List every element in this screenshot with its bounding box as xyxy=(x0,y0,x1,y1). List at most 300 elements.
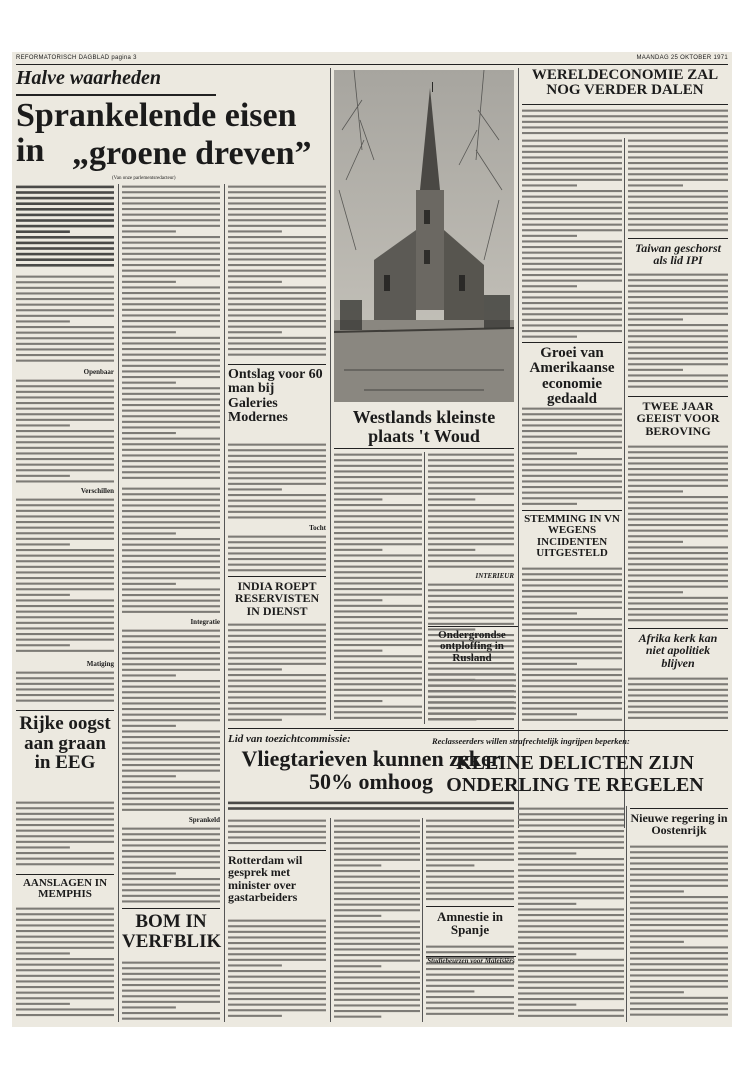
text-line xyxy=(628,168,728,170)
text-line xyxy=(228,511,326,513)
text-line xyxy=(122,973,220,975)
col2-text-a xyxy=(122,184,220,484)
text-line xyxy=(628,468,728,470)
text-lines xyxy=(16,378,114,486)
text-line xyxy=(122,326,220,328)
text-line xyxy=(16,919,114,921)
text-line xyxy=(630,857,728,859)
text-line xyxy=(518,970,624,972)
text-line xyxy=(522,584,622,586)
text-line xyxy=(228,455,326,457)
text-line xyxy=(16,326,114,328)
text-line xyxy=(522,607,622,609)
text-line xyxy=(16,694,114,696)
text-line xyxy=(122,538,220,540)
text-lines xyxy=(16,274,114,366)
text-line xyxy=(122,736,220,738)
text-lines xyxy=(16,800,114,872)
text-line xyxy=(122,770,220,772)
text-line xyxy=(628,541,683,543)
text-line xyxy=(122,594,220,596)
masthead-right: MAANDAG 25 OKTOBER 1971 xyxy=(636,55,728,61)
text-line xyxy=(122,878,220,880)
text-line xyxy=(522,229,622,231)
text-line xyxy=(228,558,326,560)
text-line xyxy=(228,541,326,543)
text-line xyxy=(522,503,577,505)
text-line xyxy=(16,276,114,278)
text-line xyxy=(334,554,422,556)
text-line xyxy=(628,717,728,719)
text-line xyxy=(628,513,728,515)
text-line xyxy=(518,897,624,899)
text-line xyxy=(428,690,516,692)
text-line xyxy=(16,219,114,222)
text-line xyxy=(428,487,514,489)
text-line xyxy=(16,521,114,523)
text-line xyxy=(122,719,220,721)
text-line xyxy=(122,376,220,378)
text-line xyxy=(122,370,220,372)
text-line xyxy=(228,1004,326,1006)
text-line xyxy=(228,970,326,972)
text-line xyxy=(122,663,220,665)
text-line xyxy=(518,914,624,916)
text-line xyxy=(426,853,514,855)
text-line xyxy=(228,242,326,244)
text-line xyxy=(16,543,70,545)
text-line xyxy=(518,858,624,860)
text-line xyxy=(522,646,622,648)
text-line xyxy=(122,697,220,699)
text-lines xyxy=(428,452,514,570)
text-line xyxy=(122,962,220,964)
text-line xyxy=(16,424,70,426)
text-line xyxy=(522,263,622,265)
text-line xyxy=(122,426,220,428)
text-line xyxy=(628,446,728,448)
text-line xyxy=(16,846,70,848)
text-line xyxy=(16,458,114,460)
india-text xyxy=(228,622,326,724)
text-line xyxy=(334,982,420,984)
text-line xyxy=(228,292,326,294)
text-line xyxy=(630,941,684,943)
text-line xyxy=(334,571,422,573)
text-line xyxy=(628,290,728,292)
text-line xyxy=(428,476,514,478)
text-lines xyxy=(628,444,728,626)
text-line xyxy=(228,569,326,571)
text-line xyxy=(630,1008,728,1010)
text-line xyxy=(16,354,114,356)
text-line xyxy=(522,657,622,659)
text-line xyxy=(334,482,422,484)
text-line xyxy=(334,493,422,495)
text-line xyxy=(428,612,514,614)
text-line xyxy=(628,518,728,520)
text-line xyxy=(628,330,728,332)
text-line xyxy=(228,663,326,665)
text-line xyxy=(628,451,728,453)
text-line xyxy=(228,444,326,446)
groei-text xyxy=(522,406,622,508)
text-line xyxy=(522,302,622,304)
text-line xyxy=(16,683,114,685)
text-line xyxy=(228,219,326,221)
text-lines xyxy=(630,844,728,1022)
text-line xyxy=(16,605,114,607)
studiebeurzen-headline: Studiebeurzen voor Maleisiërs xyxy=(427,957,515,965)
text-line xyxy=(122,415,220,417)
text-line xyxy=(518,1009,624,1011)
text-line xyxy=(228,920,326,922)
text-line xyxy=(522,408,622,410)
text-line xyxy=(228,564,326,566)
text-line xyxy=(228,270,326,272)
text-line xyxy=(426,870,514,872)
twee-jaar-text xyxy=(628,444,728,626)
masthead-left: REFORMATORISCH DAGBLAD pagina 3 xyxy=(16,55,137,61)
text-line xyxy=(122,792,220,794)
text-line xyxy=(522,274,622,276)
text-line xyxy=(122,714,220,716)
text-line xyxy=(334,594,422,596)
text-line xyxy=(522,246,622,248)
text-line xyxy=(522,674,622,676)
text-line xyxy=(522,330,622,332)
text-line xyxy=(122,861,220,863)
text-line xyxy=(334,954,420,956)
text-line xyxy=(16,208,114,211)
text-line xyxy=(522,313,622,315)
text-line xyxy=(16,908,114,910)
text-line xyxy=(628,207,728,209)
text-line xyxy=(122,320,220,322)
text-line xyxy=(228,275,326,277)
text-line xyxy=(334,549,382,551)
text-line xyxy=(228,197,326,199)
text-line xyxy=(428,685,516,687)
text-line xyxy=(428,696,516,698)
text-line xyxy=(630,963,728,965)
text-line xyxy=(426,887,514,889)
text-line xyxy=(122,978,220,980)
text-line xyxy=(518,908,624,910)
text-line xyxy=(122,708,220,710)
wereld-headline: WERELDECONOMIE ZAL NOG VERDER DALEN xyxy=(531,67,719,99)
text-line xyxy=(122,583,176,585)
text-line xyxy=(518,824,624,826)
text-line xyxy=(428,589,514,591)
text-line xyxy=(16,672,114,674)
text-line xyxy=(628,614,728,616)
text-line xyxy=(228,477,326,479)
text-line xyxy=(16,320,70,322)
text-line xyxy=(16,627,114,629)
text-line xyxy=(122,572,220,574)
text-line xyxy=(334,976,420,978)
text-line xyxy=(518,880,624,882)
text-line xyxy=(122,275,220,277)
westlands-text-a xyxy=(334,452,422,724)
text-line xyxy=(16,396,114,398)
text-lines xyxy=(228,622,326,724)
text-line xyxy=(16,835,114,837)
text-line xyxy=(522,190,622,192)
text-line xyxy=(122,309,220,311)
text-line xyxy=(518,869,624,871)
text-line xyxy=(428,600,514,602)
text-line xyxy=(334,627,422,629)
text-line xyxy=(522,640,622,642)
text-line xyxy=(522,308,622,310)
text-line xyxy=(518,819,624,821)
text-line xyxy=(228,719,282,721)
text-line xyxy=(334,622,422,624)
text-line xyxy=(518,959,624,961)
westlands-text-b xyxy=(428,452,514,570)
text-line xyxy=(122,833,220,835)
text-line xyxy=(628,296,728,298)
text-line xyxy=(630,997,728,999)
newspaper-page xyxy=(12,52,732,1027)
rijke-oogst-text xyxy=(16,800,114,872)
text-line xyxy=(122,775,176,777)
bom-headline: BOM IN VERFBLIK xyxy=(122,911,222,952)
text-line xyxy=(428,459,514,461)
text-line xyxy=(628,302,728,304)
text-line xyxy=(228,236,326,238)
text-line xyxy=(518,830,624,832)
text-line xyxy=(122,1006,176,1008)
text-line xyxy=(16,385,114,387)
text-line xyxy=(628,496,728,498)
text-line xyxy=(334,820,420,822)
text-line xyxy=(522,624,622,626)
text-line xyxy=(428,566,514,568)
text-line xyxy=(334,960,420,962)
text-line xyxy=(630,974,728,976)
text-line xyxy=(16,436,114,438)
text-line xyxy=(628,151,728,153)
subhead-sprankeld: Sprankeld xyxy=(188,816,220,824)
text-line xyxy=(122,477,220,479)
text-line xyxy=(522,713,577,715)
text-line xyxy=(228,460,326,462)
text-line xyxy=(122,691,220,693)
text-line xyxy=(334,689,422,691)
text-line xyxy=(522,441,622,443)
text-line xyxy=(426,996,514,998)
text-line xyxy=(16,560,114,562)
text-line xyxy=(16,225,114,228)
text-line xyxy=(334,717,422,719)
text-line xyxy=(16,863,114,865)
text-line xyxy=(518,998,624,1000)
text-lines xyxy=(16,497,114,659)
text-line xyxy=(630,1002,728,1004)
text-line xyxy=(228,230,282,232)
text-line xyxy=(122,900,220,902)
main-headline-line1: Sprankelende eisen in xyxy=(16,97,297,170)
text-line xyxy=(630,930,728,932)
text-line xyxy=(334,638,422,640)
rotterdam-text xyxy=(228,918,326,1022)
text-line xyxy=(628,479,728,481)
text-line xyxy=(426,979,514,981)
text-line xyxy=(334,898,420,900)
text-line xyxy=(522,296,622,298)
nieuwe-regering-headline: Nieuwe regering in Oostenrijk xyxy=(630,811,728,838)
text-line xyxy=(630,918,728,920)
text-line xyxy=(228,708,326,710)
text-line xyxy=(16,264,114,267)
text-line xyxy=(122,286,220,288)
text-line xyxy=(122,544,220,546)
text-line xyxy=(228,337,326,339)
text-line xyxy=(16,958,114,960)
kicker: Halve waarheden xyxy=(16,67,161,89)
text-line xyxy=(428,718,476,720)
text-line xyxy=(628,229,728,231)
text-lines xyxy=(522,138,622,340)
text-line xyxy=(228,652,326,654)
text-line xyxy=(522,324,622,326)
text-line xyxy=(630,907,728,909)
text-line xyxy=(16,650,114,652)
text-line xyxy=(518,841,624,843)
text-line xyxy=(428,668,514,670)
text-line xyxy=(428,504,514,506)
text-line xyxy=(628,140,728,142)
text-line xyxy=(628,145,728,147)
text-line xyxy=(122,686,220,688)
text-line xyxy=(334,1004,420,1006)
text-line xyxy=(630,862,728,864)
text-line xyxy=(334,887,420,889)
text-line xyxy=(122,242,220,244)
text-line xyxy=(334,655,422,657)
text-lines xyxy=(522,108,728,136)
text-line xyxy=(628,597,728,599)
text-line xyxy=(522,280,622,282)
text-line xyxy=(334,543,422,545)
text-line xyxy=(428,560,514,562)
text-line xyxy=(228,264,326,266)
text-line xyxy=(16,644,70,646)
col2-text-d xyxy=(122,826,220,906)
text-line xyxy=(518,808,624,810)
text-line xyxy=(334,465,422,467)
text-line xyxy=(522,430,622,432)
text-line xyxy=(334,1010,420,1012)
text-line xyxy=(122,611,220,613)
vliegtarieven-text-c xyxy=(426,818,514,904)
text-line xyxy=(16,527,114,529)
text-line xyxy=(334,678,422,680)
text-line xyxy=(334,566,422,568)
text-line xyxy=(122,839,220,841)
text-line xyxy=(228,635,326,637)
text-line xyxy=(122,488,220,490)
text-line xyxy=(628,279,728,281)
text-line xyxy=(522,224,622,226)
text-line xyxy=(228,331,282,333)
text-line xyxy=(228,842,326,844)
text-line xyxy=(122,219,220,221)
text-line xyxy=(628,224,728,226)
text-line xyxy=(122,258,220,260)
text-line xyxy=(334,842,420,844)
text-lines xyxy=(628,272,728,394)
text-line xyxy=(426,968,514,970)
text-line xyxy=(122,990,220,992)
text-line xyxy=(334,848,420,850)
text-line xyxy=(522,419,622,421)
text-line xyxy=(628,162,728,164)
col1-text-d xyxy=(16,670,114,708)
text-line xyxy=(16,599,114,601)
text-line xyxy=(428,493,514,495)
text-line xyxy=(522,168,622,170)
text-line xyxy=(122,186,220,188)
text-line xyxy=(16,616,114,618)
text-line xyxy=(228,472,326,474)
text-line xyxy=(16,633,114,635)
text-line xyxy=(628,363,728,365)
kleine-delicten-headline: KLEINE DELICTEN ZIJN ONDERLING TE REGELEN xyxy=(446,752,704,796)
text-lines xyxy=(628,676,728,726)
text-line xyxy=(522,140,622,142)
text-line xyxy=(228,657,326,659)
text-line xyxy=(122,253,220,255)
text-line xyxy=(522,497,622,499)
text-line xyxy=(518,931,624,933)
aanslagen-text xyxy=(16,906,114,1022)
text-line xyxy=(628,602,728,604)
taiwan-headline: Taiwan geschorst als lid IPI xyxy=(635,241,721,268)
text-line xyxy=(122,393,220,395)
text-line xyxy=(522,590,622,592)
text-line xyxy=(16,441,114,443)
text-line xyxy=(16,304,114,306)
text-line xyxy=(522,115,728,117)
text-line xyxy=(522,285,577,287)
text-line xyxy=(122,521,220,523)
text-line xyxy=(122,365,220,367)
text-line xyxy=(426,831,514,833)
text-line xyxy=(334,943,420,945)
text-line xyxy=(122,225,220,227)
text-line xyxy=(16,1003,70,1005)
text-line xyxy=(122,281,176,283)
text-line xyxy=(122,421,220,423)
text-line xyxy=(16,947,114,949)
text-line xyxy=(428,482,514,484)
text-line xyxy=(122,270,220,272)
text-line xyxy=(630,946,728,948)
text-line xyxy=(122,884,220,886)
text-lines xyxy=(16,184,114,272)
text-line xyxy=(16,549,114,551)
text-lines xyxy=(228,818,326,848)
text-line xyxy=(16,688,114,690)
text-line xyxy=(228,624,326,626)
text-line xyxy=(518,942,624,944)
text-line xyxy=(518,852,576,854)
text-line xyxy=(228,191,326,193)
